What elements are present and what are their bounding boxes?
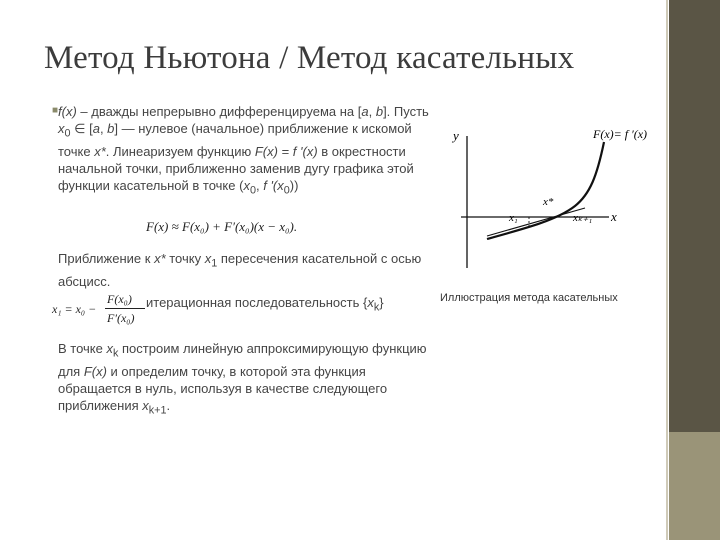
text-pt-sub: 0 bbox=[249, 184, 256, 197]
y-axis-label: y bbox=[453, 128, 459, 143]
sidebar-decoration-bottom bbox=[669, 432, 720, 540]
text-segment: в окрестности начальной точки, приближенно заменив дугу графика этой функции касательной в точке ( bbox=[58, 143, 414, 193]
xk1-label: xₖ₊₁ bbox=[573, 212, 593, 224]
text-x0: x bbox=[58, 121, 65, 136]
text-segment: ]. Пусть bbox=[383, 104, 429, 119]
text-segment: )) bbox=[289, 177, 299, 193]
formula-linearization: F(x) ≈ F(x₀) + F′(x₀)(x − x₀). bbox=[146, 219, 298, 234]
text-xk: x bbox=[367, 295, 374, 310]
bullet-icon: ■ bbox=[52, 105, 59, 116]
text-segment: , bbox=[368, 104, 376, 119]
function-curve bbox=[487, 142, 604, 239]
text-a: a bbox=[92, 121, 100, 136]
text-a: a bbox=[361, 104, 369, 119]
formula-newton-lhs: x₁ = x₀ − bbox=[52, 302, 97, 316]
text-fprime: f '(x) bbox=[292, 143, 318, 159]
page-title: Метод Ньютона / Метод касательных bbox=[44, 40, 575, 76]
figure-svg bbox=[447, 118, 660, 282]
text-xk-sub: k bbox=[373, 301, 380, 314]
paragraph-approximation bbox=[58, 250, 436, 290]
text-segment: построим линейную аппроксимирующую функцию для bbox=[58, 341, 427, 379]
curve-label: F(x)= f ′(x) bbox=[593, 127, 648, 141]
paragraph-definition bbox=[58, 103, 436, 199]
text-xstar: x* bbox=[154, 251, 166, 266]
text-xk1-sub: k+1 bbox=[148, 404, 167, 417]
text-segment: } bbox=[379, 295, 384, 310]
paragraph-construction bbox=[58, 340, 436, 419]
formula-newton-numerator: F(x₀) bbox=[107, 292, 132, 306]
text-b: b bbox=[107, 121, 115, 136]
text-segment: , bbox=[99, 121, 108, 136]
sidebar-divider bbox=[666, 0, 668, 540]
fraction-bar bbox=[105, 308, 145, 309]
text-segment: В точке bbox=[58, 341, 107, 356]
text-segment: – дважды непрерывно дифференцируема на [ bbox=[76, 104, 362, 119]
text-fx: f(x) bbox=[58, 104, 77, 119]
text-xk-sub: k bbox=[112, 347, 119, 360]
tangent-method-figure bbox=[447, 118, 660, 282]
text-segment: пересечения касательной с осью абсцисс. bbox=[58, 251, 422, 289]
text-segment: , bbox=[255, 177, 264, 193]
text-xk: x bbox=[106, 341, 113, 356]
text-segment: ∈ [ bbox=[70, 121, 93, 136]
text-x1: x bbox=[204, 251, 212, 266]
tangent-line bbox=[487, 208, 585, 236]
text-pt-x: x bbox=[243, 177, 250, 193]
text-pt-f: f '(x bbox=[263, 177, 284, 193]
text-x1-sub: 1 bbox=[211, 257, 218, 270]
text-segment: ] — нулевое (начальное) приближение к искомой точке bbox=[58, 121, 412, 159]
text-Fx: F(x) bbox=[254, 143, 278, 159]
xstar-label: x* bbox=[543, 196, 554, 208]
sidebar-decoration-top bbox=[669, 0, 720, 432]
paragraph-iteration bbox=[146, 294, 436, 317]
text-segment: и определим точку, в которой эта функция обращается в нуль, используя в качестве следующего приближения bbox=[58, 363, 388, 413]
text-segment: итерационная последовательность { bbox=[146, 295, 368, 310]
text-segment: . bbox=[166, 397, 171, 413]
text-b: b bbox=[375, 104, 384, 119]
text-xstar: x* bbox=[94, 143, 106, 159]
text-xk1: x bbox=[142, 397, 149, 413]
text-segment: точку bbox=[165, 251, 205, 266]
text-Fx: F(x) bbox=[83, 363, 107, 379]
formula-newton-denominator: F′(x₀) bbox=[107, 311, 135, 325]
text-segment: = bbox=[277, 143, 293, 159]
text-segment: . Линеаризуем функцию bbox=[105, 143, 255, 159]
x1-label: x₁ bbox=[509, 212, 518, 224]
text-x0-sub: 0 bbox=[64, 127, 71, 140]
figure-caption: Иллюстрация метода касательных bbox=[440, 292, 618, 304]
text-segment: Приближение к bbox=[58, 251, 155, 266]
x-axis-label: x bbox=[611, 209, 617, 224]
text-pt-f-sub: 0 bbox=[283, 184, 290, 197]
